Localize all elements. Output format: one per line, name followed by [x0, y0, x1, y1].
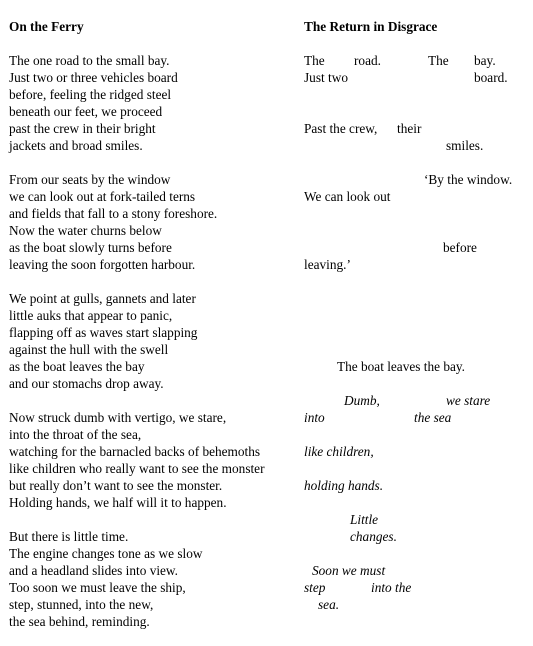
poem-line: We point at gulls, gannets and later: [9, 291, 196, 306]
poem-line: beneath our feet, we proceed: [9, 104, 163, 119]
poem-fragment: Soon we must: [312, 563, 386, 578]
poem-line: before, feeling the ridged steel: [9, 87, 172, 102]
poem-line: like children who really want to see the monster: [9, 461, 265, 476]
poem-line: leaving the soon forgotten harbour.: [9, 257, 196, 272]
poem-line: From our seats by the window: [9, 172, 171, 187]
poem-fragment: We can look out: [304, 189, 391, 204]
poem-line: into the throat of the sea,: [9, 427, 142, 442]
poem-fragment: Dumb,: [344, 393, 380, 408]
poem-fragment: like children,: [304, 444, 374, 459]
poem-line: Just two or three vehicles board: [9, 70, 178, 85]
poem-fragment: sea.: [318, 597, 340, 612]
poem-fragment: ‘By the window.: [424, 172, 513, 187]
poem-fragment: changes.: [350, 529, 397, 544]
poem-fragment: their: [397, 121, 422, 136]
poem-fragment: leaving.’: [304, 257, 351, 272]
poem-title: The Return in Disgrace: [304, 19, 438, 34]
poem-line: But there is little time.: [9, 529, 129, 544]
poem-line: we can look out at fork-tailed terns: [9, 189, 196, 204]
poem-line: Too soon we must leave the ship,: [9, 580, 186, 595]
poem-line: and our stomachs drop away.: [9, 376, 164, 391]
poem-line: The engine changes tone as we slow: [9, 546, 203, 561]
poem-line: little auks that appear to panic,: [9, 308, 173, 323]
poem-fragment: The boat leaves the bay.: [337, 359, 465, 374]
poem-line: Holding hands, we half will it to happen.: [9, 495, 227, 510]
poem-line: against the hull with the swell: [9, 342, 169, 357]
poem-line: jackets and broad smiles.: [9, 138, 143, 153]
poem-fragment: bay.: [474, 53, 496, 68]
poem-line: step, stunned, into the new,: [9, 597, 154, 612]
poem-line: as the boat leaves the bay: [9, 359, 145, 374]
poem-fragment: smiles.: [446, 138, 484, 153]
poem-line: and a headland slides into view.: [9, 563, 178, 578]
poem-line: watching for the barnacled backs of behemoths: [9, 444, 261, 459]
poem-fragment: Little: [350, 512, 379, 527]
poem-line: Now struck dumb with vertigo, we stare,: [9, 410, 227, 425]
poem-fragment: holding hands.: [304, 478, 384, 493]
poem-fragment: Past the crew,: [304, 121, 378, 136]
poem-fragment: The: [304, 53, 325, 68]
poem-on-the-ferry: [9, 18, 294, 629]
poem-line: as the boat slowly turns before: [9, 240, 172, 255]
poem-line: but really don’t want to see the monster.: [9, 478, 223, 493]
poem-fragment: board.: [474, 70, 508, 85]
poem-title: On the Ferry: [9, 19, 84, 34]
poem-fragment: into: [304, 410, 325, 425]
poem-fragment: the sea: [414, 410, 452, 425]
poem-line: the sea behind, reminding.: [9, 614, 150, 629]
poem-line: past the crew in their bright: [9, 121, 156, 136]
poem-line: and fields that fall to a stony foreshore.: [9, 206, 218, 221]
poem-line: The one road to the small bay.: [9, 53, 170, 68]
poem-fragment: road.: [354, 53, 381, 68]
poem-line: Now the water churns below: [9, 223, 162, 238]
poem-line: flapping off as waves start slapping: [9, 325, 198, 340]
poem-fragment: Just two: [304, 70, 348, 85]
poem-fragment: The: [428, 53, 449, 68]
poem-fragment: into the: [371, 580, 412, 595]
poem-fragment: before: [443, 240, 477, 255]
poem-return-in-disgrace: [304, 18, 529, 612]
poem-fragment: we stare: [446, 393, 491, 408]
poem-fragment: step: [304, 580, 326, 595]
